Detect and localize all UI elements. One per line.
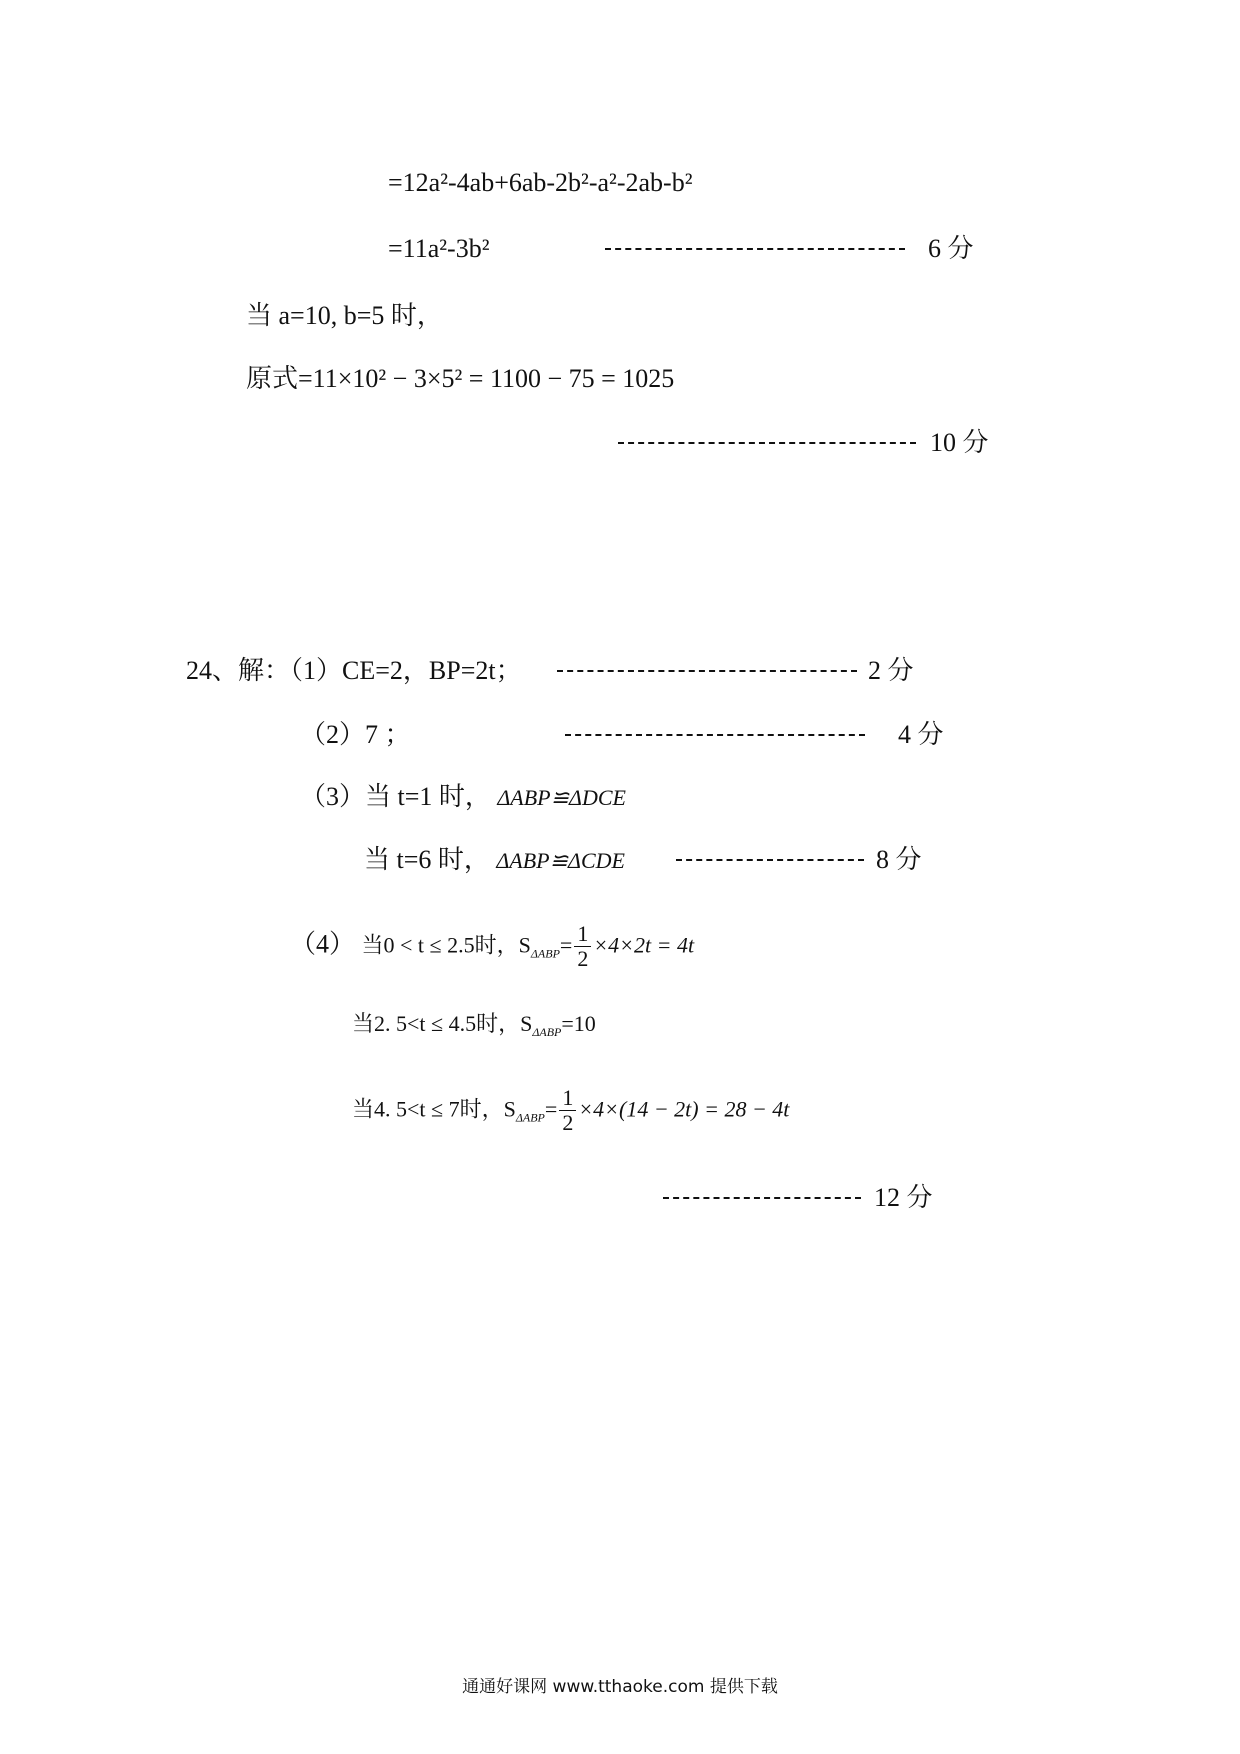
- case3-fraction: [559, 1086, 576, 1135]
- q24-case-1: [290, 922, 694, 971]
- score-10: 10 分: [930, 428, 989, 457]
- case1-condition: 当0 < t ≤ 2.5时，S: [361, 932, 531, 958]
- score-6: 6 分: [928, 234, 974, 263]
- evaluation-line: [246, 362, 674, 396]
- q2-text: （2）7 ；: [300, 720, 411, 749]
- q24-case-3: 当4. 5<t ≤ 7时，$S_{\Delta ABP}=$ $\frac{1}{2}$ ×4×(14 − 2t) = 28 − 4t: [352, 1085, 790, 1135]
- score-4: 4 分: [898, 720, 944, 749]
- dash-leader-8: [676, 859, 864, 861]
- case1-rest: ×4×2t = 4t: [593, 932, 695, 958]
- case1-frac-num: 1: [574, 922, 591, 947]
- case3-condition: 当4. 5<t ≤ 7时，S: [352, 1096, 516, 1122]
- case2-condition: 当2. 5<t ≤ 4.5时，S: [352, 1011, 533, 1036]
- dash-leader-12: [663, 1197, 861, 1199]
- evaluation-text: 原式=11×10² − 3×5² = 1100 − 75 = 1025: [246, 364, 675, 393]
- q3a-text: （3）当 t=1 时，: [300, 782, 491, 811]
- simplified-line: [388, 232, 490, 266]
- q3a-congruence: ΔABP≌ΔDCE: [497, 785, 626, 810]
- expand-text: =12a²-4ab+6ab-2b²-a²-2ab-b²: [388, 168, 693, 197]
- case1-frac-den: 2: [577, 946, 589, 971]
- simplified-text: =11a²-3b²: [388, 234, 490, 263]
- q4-label: （4）: [290, 929, 356, 959]
- q1-text: 24、解：（1）CE=2，BP=2t；: [186, 656, 522, 685]
- dash-leader-4: [565, 734, 865, 736]
- q3b-text: 当 t=6 时，: [364, 845, 490, 874]
- dash-leader-10: [618, 442, 916, 444]
- dash-leader-2: [557, 670, 857, 672]
- q24-line-3b: [364, 843, 625, 878]
- when-text: 当 a=10, b=5 时，: [246, 301, 443, 330]
- score-12: 12 分: [874, 1183, 933, 1212]
- case3-frac-den: 2: [562, 1110, 574, 1135]
- case3-rest: ×4×(14 − 2t) = 28 − 4t: [578, 1096, 790, 1122]
- footer-text: 通通好课网 www.tthaoke.com 提供下载: [462, 1677, 778, 1697]
- score-8: 8 分: [876, 845, 922, 874]
- case1-equals: =: [559, 932, 573, 958]
- case3-frac-num: 1: [559, 1086, 576, 1111]
- q24-line-2: [300, 718, 411, 752]
- q3b-congruence: ΔABP≌ΔCDE: [496, 848, 625, 873]
- dash-leader-6: [605, 248, 905, 250]
- case2-subscript: ΔABP: [532, 1025, 562, 1039]
- case3-subscript: ΔABP: [515, 1110, 545, 1125]
- q24-line-1: [186, 654, 522, 688]
- score-2: 2 分: [868, 656, 914, 685]
- when-line: [246, 299, 443, 333]
- q24-line-3a: [300, 780, 626, 815]
- expand-line: [388, 166, 693, 200]
- case1-subscript: ΔABP: [530, 946, 560, 961]
- q24-case-2: [352, 1006, 596, 1041]
- case1-fraction: [574, 922, 591, 971]
- case2-rest: =10: [561, 1011, 596, 1036]
